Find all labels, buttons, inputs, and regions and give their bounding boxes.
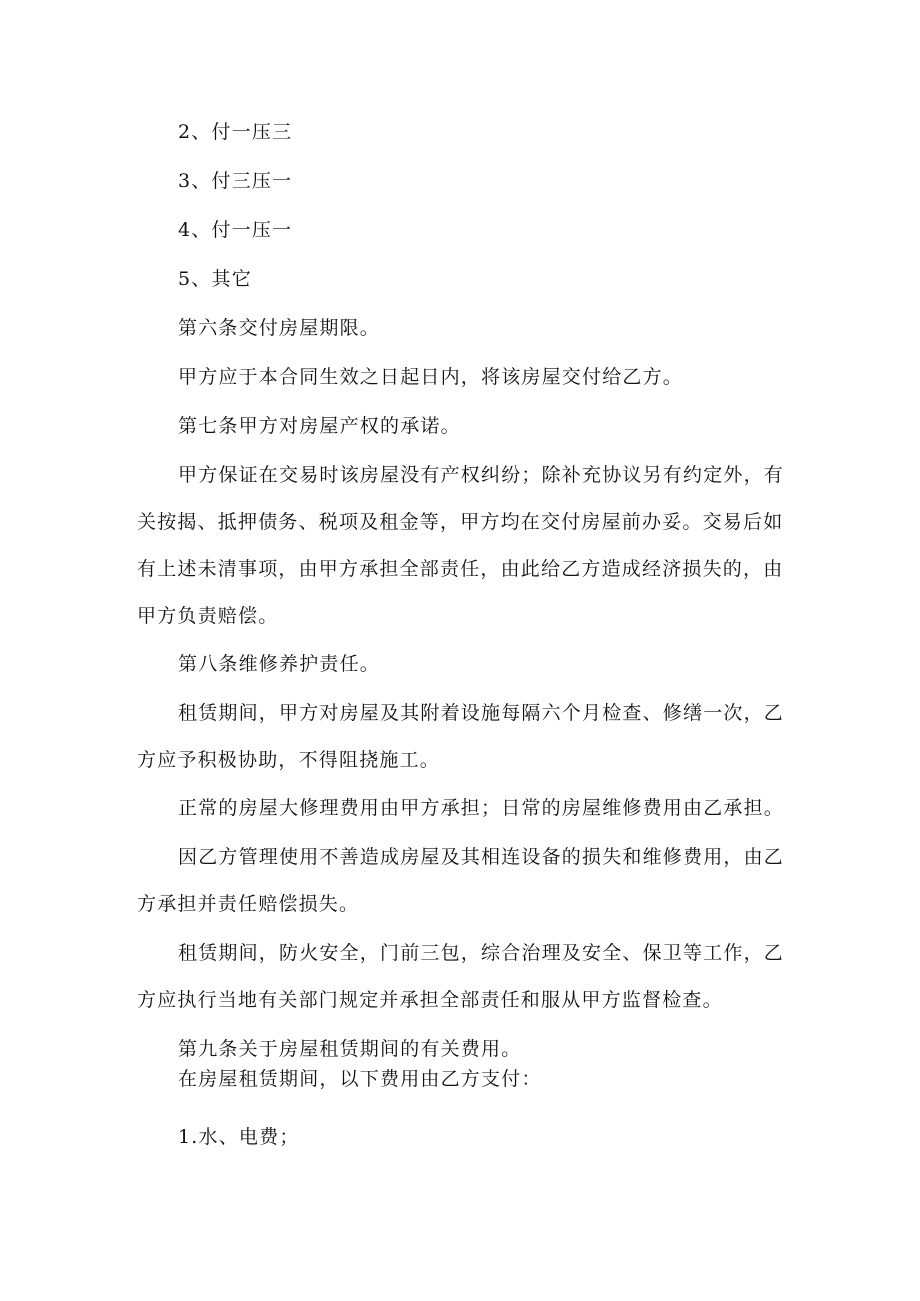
article-8-paragraph-3-line-1: 因乙方管理使用不善造成房屋及其相连设备的损失和维修费用，由乙 <box>178 846 785 868</box>
payment-option-5: 5、其它 <box>178 268 252 290</box>
payment-option-2: 2、付一压三 <box>178 121 293 143</box>
article-7-paragraph-line-3: 有上述未清事项，由甲方承担全部责任，由此给乙方造成经济损失的，由 <box>137 558 784 580</box>
article-6-heading: 第六条交付房屋期限。 <box>178 317 381 339</box>
payment-option-4: 4、付一压一 <box>178 219 293 241</box>
article-8-heading: 第八条维修养护责任。 <box>178 653 381 675</box>
payment-option-3: 3、付三压一 <box>178 170 293 192</box>
article-9-text: 在房屋租赁期间，以下费用由乙方支付： <box>178 1068 542 1090</box>
article-8-paragraph-1-line-1: 租赁期间，甲方对房屋及其附着设施每隔六个月检查、修缮一次，乙 <box>178 702 785 724</box>
article-8-paragraph-1-line-2: 方应予积极协助，不得阻挠施工。 <box>137 749 441 771</box>
article-7-heading: 第七条甲方对房屋产权的承诺。 <box>178 415 461 437</box>
article-7-paragraph-line-1: 甲方保证在交易时该房屋没有产权纠纷；除补充协议另有约定外，有 <box>178 464 785 486</box>
article-6-text: 甲方应于本合同生效之日起日内，将该房屋交付给乙方。 <box>178 366 684 388</box>
article-8-paragraph-4-line-1: 租赁期间，防火安全，门前三包，综合治理及安全、保卫等工作，乙 <box>178 942 785 964</box>
article-7-paragraph-line-2: 关按揭、抵押债务、税项及租金等，甲方均在交付房屋前办妥。交易后如 <box>137 511 784 533</box>
article-8-paragraph-4-line-2: 方应执行当地有关部门规定并承担全部责任和服从甲方监督检查。 <box>137 989 723 1011</box>
article-7-paragraph-line-4: 甲方负责赔偿。 <box>137 605 279 627</box>
fee-item-1: 1.水、电费； <box>178 1126 300 1148</box>
article-8-paragraph-3-line-2: 方承担并责任赔偿损失。 <box>137 893 360 915</box>
article-8-paragraph-2: 正常的房屋大修理费用由甲方承担；日常的房屋维修费用由乙承担。 <box>178 797 785 819</box>
article-9-heading: 第九条关于房屋租赁期间的有关费用。 <box>178 1038 522 1060</box>
